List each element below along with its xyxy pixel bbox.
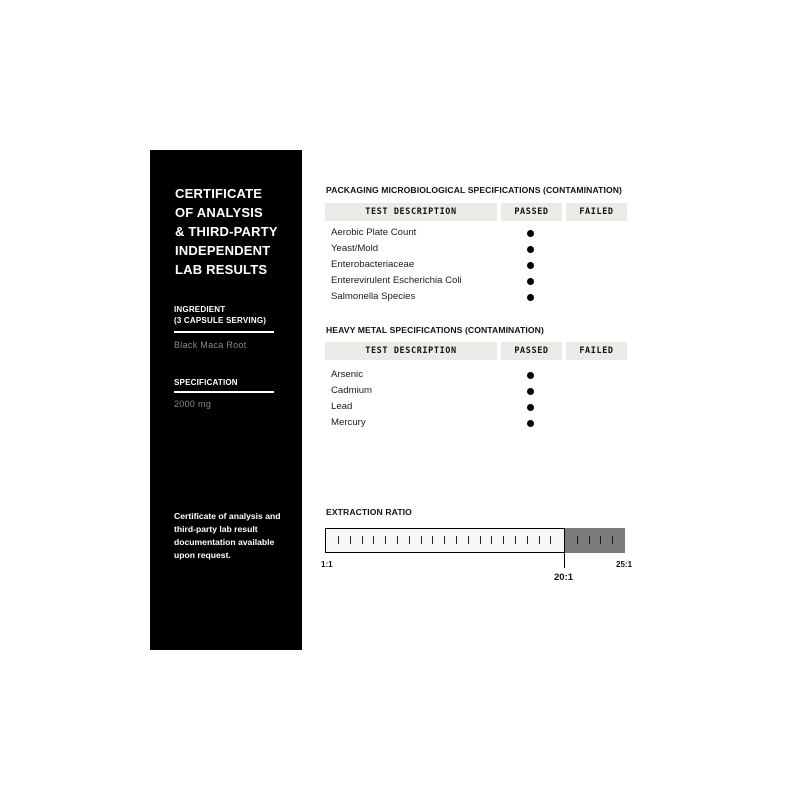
ratio-tick: [373, 536, 374, 544]
extraction-ratio-remainder: [565, 528, 625, 553]
ratio-tick: [600, 536, 601, 544]
ratio-tick: [397, 536, 398, 544]
ingredient-label-line1: INGREDIENT: [174, 305, 226, 314]
ingredient-label: [174, 304, 266, 326]
extraction-title: EXTRACTION RATIO: [326, 507, 412, 517]
passed-dot: [527, 388, 534, 395]
passed-dot: [527, 262, 534, 269]
metals-header-failed: FAILED: [566, 342, 627, 360]
ratio-tick: [527, 536, 528, 544]
metals-row-label: Arsenic: [331, 369, 363, 380]
passed-dot: [527, 372, 534, 379]
passed-dot: [527, 230, 534, 237]
ratio-tick: [456, 536, 457, 544]
micro-row-label: Enterobacteriaceae: [331, 259, 415, 270]
ratio-tick: [468, 536, 469, 544]
passed-dot: [527, 246, 534, 253]
ingredient-divider: [174, 331, 274, 333]
availability-note: Certificate of analysis and third-party lab result documentation available upon request.: [174, 511, 281, 560]
micro-row-label: Aerobic Plate Count: [331, 227, 417, 238]
certificate-title: [175, 184, 295, 279]
title-line: CERTIFICATE: [175, 186, 263, 201]
ratio-tick: [409, 536, 410, 544]
micro-header-passed: PASSED: [501, 203, 562, 221]
metals-row-label: Lead: [331, 401, 353, 412]
ratio-tick: [539, 536, 540, 544]
passed-dot: [527, 294, 534, 301]
ingredient-value: Black Maca Root: [174, 340, 247, 350]
specification-divider: [174, 391, 274, 393]
ratio-tick: [432, 536, 433, 544]
sidebar-panel: [150, 150, 302, 650]
micro-row-label: Yeast/Mold: [331, 243, 379, 254]
metals-header-description: TEST DESCRIPTION: [325, 342, 497, 360]
extraction-ratio-marker: [564, 528, 565, 568]
ratio-tick: [589, 536, 590, 544]
micro-header-failed: FAILED: [566, 203, 627, 221]
micro-row-label: Enterevirulent Escherichia Coli: [331, 275, 462, 286]
ingredient-label-line2: (3 CAPSULE SERVING): [174, 316, 267, 325]
ratio-tick: [421, 536, 422, 544]
micro-section-title: PACKAGING MICROBIOLOGICAL SPECIFICATIONS (CONTAMINATION): [326, 185, 623, 195]
ratio-tick: [444, 536, 445, 544]
title-line: LAB RESULTS: [175, 262, 268, 277]
ratio-min-label: 1:1: [321, 560, 333, 569]
ratio-tick: [577, 536, 578, 544]
metals-section-title: HEAVY METAL SPECIFICATIONS (CONTAMINATION): [326, 325, 544, 335]
ratio-tick: [491, 536, 492, 544]
passed-dot: [527, 278, 534, 285]
micro-row-label: Salmonella Species: [331, 291, 416, 302]
title-line: OF ANALYSIS: [175, 205, 263, 220]
ratio-tick: [480, 536, 481, 544]
ratio-tick: [338, 536, 339, 544]
ratio-max-label: 25:1: [616, 560, 633, 569]
specification-label: SPECIFICATION: [174, 378, 238, 387]
ratio-tick: [350, 536, 351, 544]
metals-header-passed: PASSED: [501, 342, 562, 360]
metals-row-label: Mercury: [331, 417, 366, 428]
metals-row-label: Cadmium: [331, 385, 373, 396]
micro-header-description: TEST DESCRIPTION: [325, 203, 497, 221]
ratio-tick: [385, 536, 386, 544]
title-line: & THIRD-PARTY: [175, 224, 278, 239]
specification-value: 2000 mg: [174, 399, 212, 409]
title-line: INDEPENDENT: [175, 243, 271, 258]
ratio-tick: [362, 536, 363, 544]
ratio-tick: [515, 536, 516, 544]
ratio-tick: [550, 536, 551, 544]
passed-dot: [527, 420, 534, 427]
ratio-tick: [612, 536, 613, 544]
ratio-tick: [503, 536, 504, 544]
passed-dot: [527, 404, 534, 411]
ratio-value-label: 20:1: [554, 572, 574, 583]
